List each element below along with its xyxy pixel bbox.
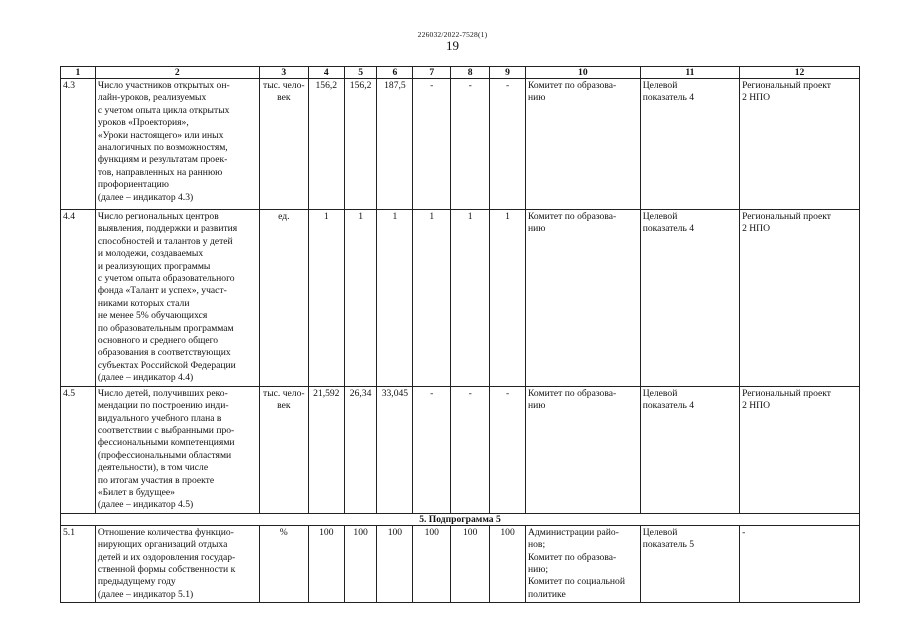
section-header-row (61, 513, 860, 525)
value-col-8: - (451, 386, 490, 513)
value-col-4: 100 (308, 525, 344, 602)
col-header-1: 1 (61, 67, 96, 79)
responsible-body: Комитет по образова- нию (525, 210, 640, 387)
indicators-table (60, 66, 860, 603)
col-header-7: 7 (413, 67, 451, 79)
target-indicator: Целевой показатель 4 (640, 79, 739, 210)
value-col-9: 1 (490, 210, 526, 387)
value-col-4: 156,2 (308, 79, 344, 210)
value-col-6: 187,5 (377, 79, 413, 210)
value-col-4: 21,592 (308, 386, 344, 513)
unit: тыс. чело- век (259, 79, 308, 210)
value-col-9: 100 (490, 525, 526, 602)
target-indicator: Целевой показатель 4 (640, 210, 739, 387)
table-row (61, 210, 860, 387)
value-col-5: 156,2 (344, 79, 377, 210)
unit: % (259, 525, 308, 602)
value-col-9: - (490, 79, 526, 210)
indicator-description: Число участников открытых он- лайн-уроков, реализуемых с учетом опыта цикла открытых уроков «Проектория», «Уроки настоящего» или иных аналогичных по возможностям, функциям и результатам проек- тов, направленных на раннюю профориентацию (далее – индикатор 4.3) (95, 79, 259, 210)
value-col-6: 1 (377, 210, 413, 387)
row-number: 5.1 (61, 525, 96, 602)
col-header-6: 6 (377, 67, 413, 79)
value-col-7: 100 (413, 525, 451, 602)
row-number: 4.4 (61, 210, 96, 387)
col-header-10: 10 (525, 67, 640, 79)
value-col-6: 33,045 (377, 386, 413, 513)
indicator-description: Число детей, получивших реко- мендации по построению инди- видуального учебного плана в соответствии с выбранными про- фессиональными компетенциями (профессиональными областями деятельности), в том числе по итогам участия в проекте «Билет в будущее» (далее – индикатор 4.5) (95, 386, 259, 513)
regional-project: Региональный проект 2 НПО (740, 386, 860, 513)
value-col-4: 1 (308, 210, 344, 387)
value-col-5: 1 (344, 210, 377, 387)
col-header-11: 11 (640, 67, 739, 79)
row-number: 4.3 (61, 79, 96, 210)
page-number: 19 (446, 38, 459, 53)
col-header-3: 3 (259, 67, 308, 79)
col-header-5: 5 (344, 67, 377, 79)
regional-project: Региональный проект 2 НПО (740, 79, 860, 210)
responsible-body: Комитет по образова- нию (525, 79, 640, 210)
table-row (61, 79, 860, 210)
value-col-5: 26,34 (344, 386, 377, 513)
col-header-12: 12 (740, 67, 860, 79)
col-header-4: 4 (308, 67, 344, 79)
unit: ед. (259, 210, 308, 387)
value-col-5: 100 (344, 525, 377, 602)
unit: тыс. чело- век (259, 386, 308, 513)
value-col-7: - (413, 79, 451, 210)
responsible-body: Администрации райо- нов; Комитет по образова- нию; Комитет по социальной политике (525, 525, 640, 602)
col-header-8: 8 (451, 67, 490, 79)
value-col-9: - (490, 386, 526, 513)
indicator-description: Число региональных центров выявления, поддержки и развития способностей и талантов у детей и молодежи, создаваемых и реализующих программы с учетом опыта образовательного фонда «Талант и успех», участ- никами которых стали не менее 5% обучающихся по образовательным программам основного и среднего общего образования в соответствующих субъектах Российской Федерации (далее – индикатор 4.4) (95, 210, 259, 387)
value-col-7: 1 (413, 210, 451, 387)
table-row (61, 525, 860, 602)
regional-project: Региональный проект 2 НПО (740, 210, 860, 387)
col-header-9: 9 (490, 67, 526, 79)
target-indicator: Целевой показатель 5 (640, 525, 739, 602)
value-col-6: 100 (377, 525, 413, 602)
indicator-description: Отношение количества функцио- нирующих организаций отдыха детей и их оздоровления государ- ственной формы собственности к предыдущему году (далее – индикатор 5.1) (95, 525, 259, 602)
row-number: 4.5 (61, 386, 96, 513)
value-col-8: - (451, 79, 490, 210)
regional-project: - (740, 525, 860, 602)
table-row (61, 386, 860, 513)
section-title: 5. Подпрограмма 5 (61, 513, 860, 525)
column-header-row (61, 67, 860, 79)
value-col-8: 100 (451, 525, 490, 602)
document-id: 226032/2022-7528(1) (417, 30, 488, 39)
value-col-8: 1 (451, 210, 490, 387)
responsible-body: Комитет по образова- нию (525, 386, 640, 513)
col-header-2: 2 (95, 67, 259, 79)
value-col-7: - (413, 386, 451, 513)
target-indicator: Целевой показатель 4 (640, 386, 739, 513)
